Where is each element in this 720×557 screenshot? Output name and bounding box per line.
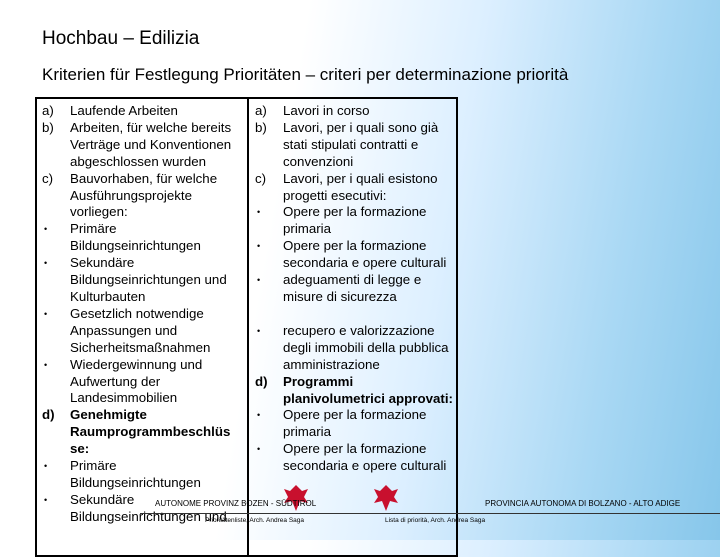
criterion-d [42, 407, 242, 458]
criterion-text: Genehmigte Raumprogrammbeschlüs se: [70, 407, 231, 457]
bullet-icon: • [257, 410, 261, 421]
criterion-text: Bauvorhaben, für welche Ausführungsprojekte vorliegen: [70, 170, 218, 220]
bullet-icon: • [257, 444, 261, 455]
criterion-text: Arbeiten, für welche bereits Verträge und Konventionen abgeschlossen wurden [70, 119, 232, 169]
bullet-icon: • [257, 241, 261, 252]
list-item [42, 221, 242, 255]
criterion-marker: a) [42, 103, 54, 118]
list-item [42, 306, 242, 357]
criterion-c [42, 171, 242, 222]
page-subtitle: Kriterien für Festlegung Prioritäten – criteri per determinazione priorità [42, 65, 569, 84]
criterion-text: Lavori, per i quali esistono progetti esecutivi: [283, 170, 438, 203]
criterion-marker: d) [255, 373, 268, 389]
list-item-text: adeguamenti di legge e misure di sicurezza [283, 272, 422, 304]
footer-province-italian: PROVINCIA AUTONOMA DI BOLZANO - ALTO ADIGE [485, 499, 681, 508]
list-item-text: Opere per la formazione secondaria e opere culturali [283, 441, 447, 474]
criterion-marker: a) [255, 103, 267, 118]
criterion-marker: c) [255, 170, 267, 186]
criterion-text: Lavori, per i quali sono già stati stipulati contratti e convenzioni [283, 119, 439, 169]
footer-author-italian: Lista di priorità, Arch. Andrea Saga [385, 517, 486, 524]
bullet-icon: • [44, 494, 48, 505]
list-item [255, 407, 455, 441]
bullet-icon: • [44, 224, 48, 235]
eagle-logo-icon [282, 483, 310, 513]
list-item-text: Sekundäre Bildungseinrichtungen und Kulturbauten [70, 255, 227, 304]
list-item [255, 323, 455, 374]
column-divider [247, 97, 249, 557]
criterion-b [255, 120, 455, 171]
criterion-marker: c) [42, 170, 54, 186]
list-item-text: Gesetzlich notwendige Anpassungen und Sicherheitsmaßnahmen [70, 305, 211, 355]
bullet-icon: • [44, 258, 48, 269]
eagle-logo-icon [372, 483, 400, 513]
list-item [42, 255, 242, 306]
bullet-icon: • [257, 325, 261, 336]
criterion-text: Laufende Arbeiten [70, 103, 178, 118]
criterion-a [255, 103, 455, 120]
bullet-icon: • [44, 359, 48, 370]
criterion-c [255, 171, 455, 205]
list-item-text: Wiedergewinnung und Aufwertung der Landesimmobilien [70, 356, 203, 406]
list-item [42, 458, 242, 492]
page-title: Hochbau – Edilizia [42, 28, 200, 49]
list-item-text: Opere per la formazione secondaria e opere culturali [283, 238, 447, 271]
list-item-text: recupero e valorizzazione degli immobili della pubblica amministrazione [283, 322, 449, 372]
criterion-marker: b) [42, 119, 54, 135]
criterion-a [42, 103, 242, 120]
criteria-column-italian [255, 103, 455, 475]
criterion-text: Lavori in corso [283, 103, 370, 118]
bullet-icon: • [257, 275, 261, 286]
bullet-icon: • [44, 308, 48, 319]
criterion-text: Programmi planivolumetrici approvati: [283, 373, 453, 406]
criteria-column-german [42, 103, 242, 526]
criterion-marker: d) [42, 407, 55, 423]
list-item-text: Primäre Bildungseinrichtungen [70, 458, 201, 490]
criterion-marker: b) [255, 119, 267, 135]
criterion-d [255, 374, 455, 408]
list-item-text: Sekundäre Bildungseinrichtungen und [70, 491, 227, 524]
footer-author-german: Prioritätenliste, Arch. Andrea Saga [205, 517, 305, 524]
criterion-b [42, 120, 242, 171]
bullet-icon: • [44, 461, 48, 472]
list-item [255, 272, 455, 306]
footer-divider [140, 513, 720, 514]
list-item [255, 204, 455, 238]
footer-province-german: AUTONOME PROVINZ BOZEN - SÜDTIROL [155, 499, 317, 508]
bullet-icon: • [257, 207, 261, 218]
list-item [42, 357, 242, 408]
list-item [255, 441, 455, 475]
list-item-text: Opere per la formazione primaria [283, 407, 427, 440]
list-item-text: Opere per la formazione primaria [283, 204, 427, 237]
list-item [255, 238, 455, 272]
list-item-text: Primäre Bildungseinrichtungen [70, 221, 201, 254]
spacer [255, 306, 455, 323]
